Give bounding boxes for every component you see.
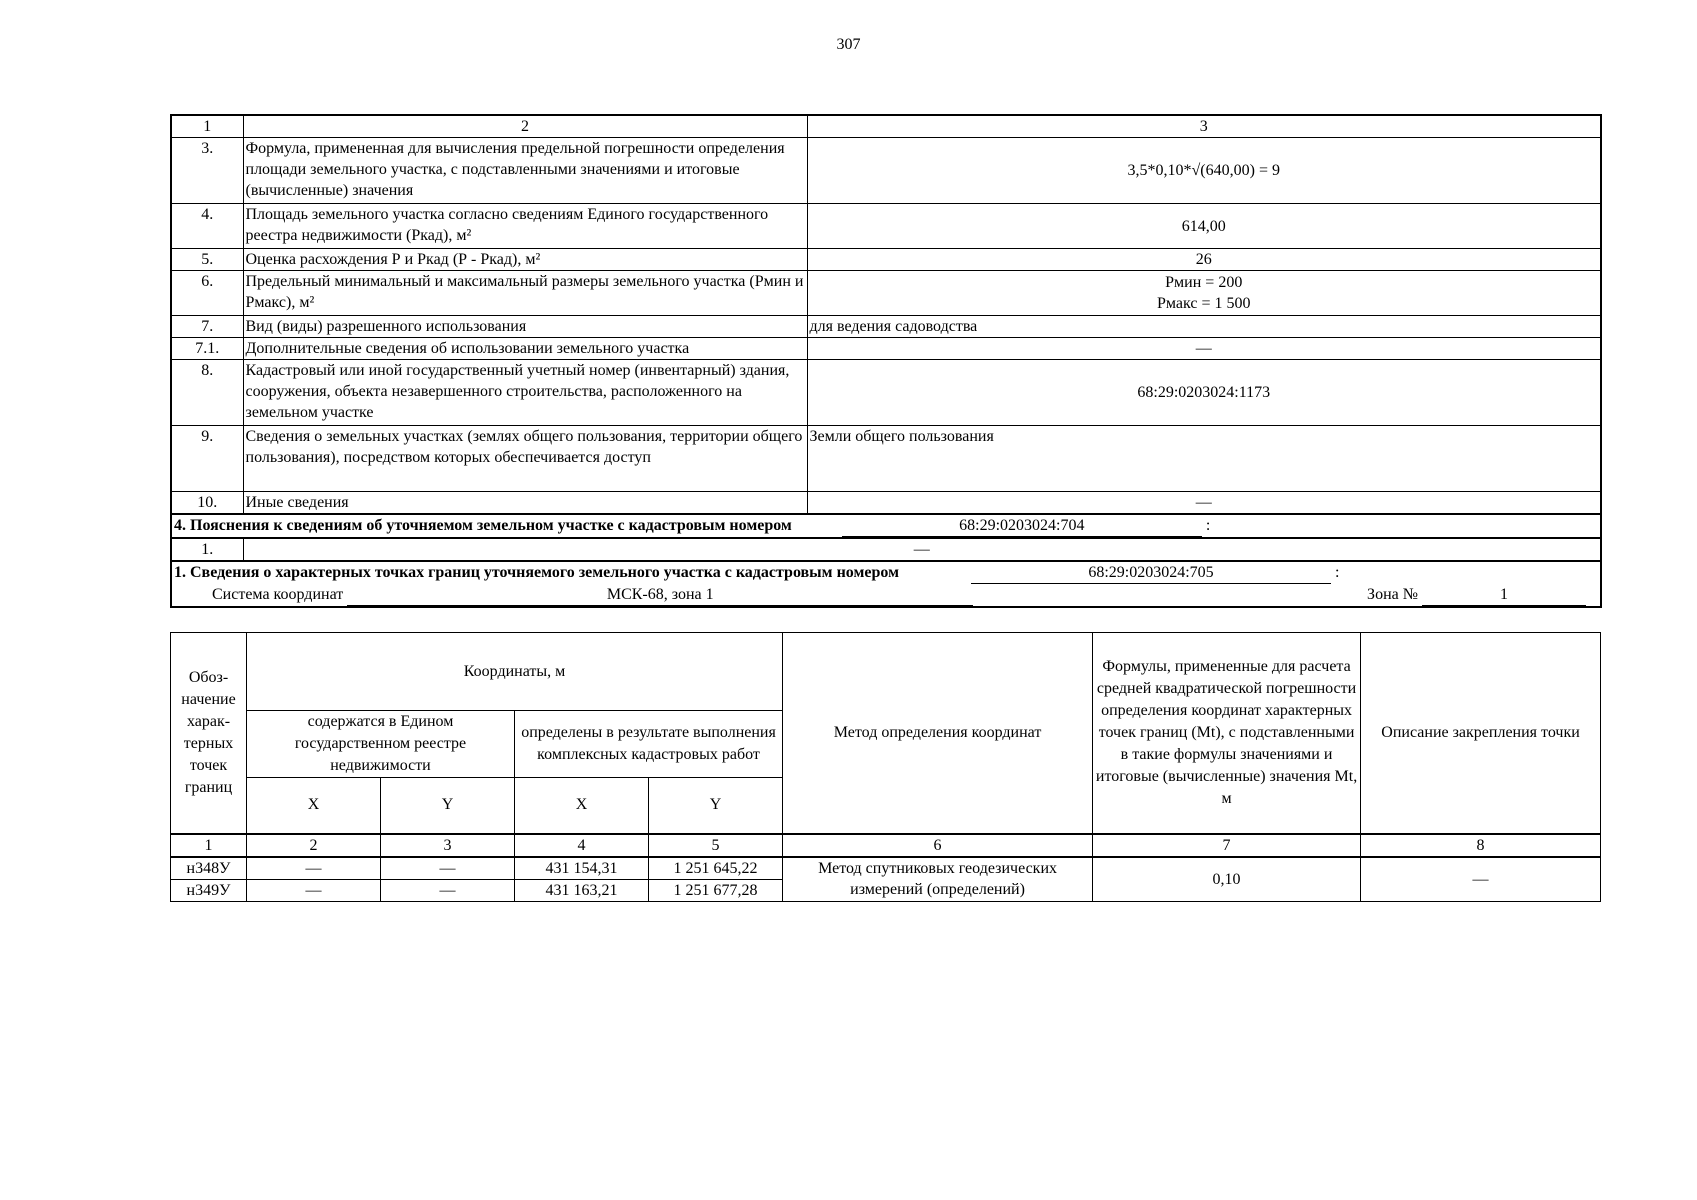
header-cell: 2	[243, 115, 807, 138]
row-number: 5.	[171, 249, 243, 271]
row-value: Земли общего пользования	[807, 426, 1601, 492]
row-number: 4.	[171, 204, 243, 249]
column-number: 7	[1093, 834, 1361, 857]
coordinates-header: Координаты, м	[247, 633, 783, 711]
row-number: 6.	[171, 271, 243, 316]
description-header: Описание закрепления точки	[1361, 633, 1601, 834]
table-row	[171, 271, 1601, 316]
coord-system-value: МСК-68, зона 1	[347, 584, 973, 606]
coord-system-label: Система координат	[212, 586, 344, 603]
table-row	[171, 857, 1601, 880]
point-id: н349У	[171, 879, 247, 901]
min-area: Рмин = 200	[1165, 274, 1243, 291]
column-numbers-row	[171, 834, 1601, 857]
table-row	[171, 360, 1601, 426]
area-info-table	[170, 114, 1602, 608]
table-row	[171, 338, 1601, 360]
page-number: 307	[836, 36, 861, 53]
row-value: 68:29:0203024:1173	[807, 360, 1601, 426]
section4-cadastral: 68:29:0203024:704	[842, 515, 1202, 537]
kkr-header: определены в результате выполнения комплексных кадастровых работ	[515, 711, 783, 778]
column-number: 6	[783, 834, 1093, 857]
y-header: Y	[649, 778, 783, 834]
row-number: 3.	[171, 138, 243, 204]
row-value: 3,5*0,10*√(640,00) = 9	[807, 138, 1601, 204]
header-cell: 1	[171, 115, 243, 138]
x-egrn: —	[247, 879, 381, 901]
table-header-row	[171, 115, 1601, 138]
mt-cell: 0,10	[1093, 857, 1361, 902]
column-number: 1	[171, 834, 247, 857]
column-number: 8	[1361, 834, 1601, 857]
table-row	[171, 204, 1601, 249]
coord-system-cell	[171, 584, 1601, 607]
section1-title-cell	[171, 561, 1601, 584]
method-cell: Метод спутниковых геодезических измерений (определений)	[783, 857, 1093, 902]
section4-header	[171, 514, 1601, 538]
row-label: Оценка расхождения Р и Ркад (Р - Ркад), м²	[243, 249, 807, 271]
coord-system-row	[171, 584, 1601, 607]
row-number: 1.	[171, 538, 243, 561]
header-cell: 3	[807, 115, 1601, 138]
row-number: 9.	[171, 426, 243, 492]
row-number: 10.	[171, 492, 243, 515]
column-number: 2	[247, 834, 381, 857]
section1-cadastral: 68:29:0203024:705	[971, 562, 1331, 584]
row-label: Вид (виды) разрешенного использования	[243, 316, 807, 338]
zone-value: 1	[1422, 584, 1586, 606]
method-header: Метод определения координат	[783, 633, 1093, 834]
row-number: 7.	[171, 316, 243, 338]
row-value: 26	[807, 249, 1601, 271]
egrn-header: содержатся в Едином государственном реестре недвижимости	[247, 711, 515, 778]
table-row	[171, 316, 1601, 338]
header-row	[171, 633, 1601, 711]
section4-title: 4. Пояснения к сведениям об уточняемом земельном участке с кадастровым номером	[174, 517, 792, 534]
section1-colon: :	[1334, 564, 1340, 581]
boundary-points-table	[170, 632, 1601, 902]
point-id: н348У	[171, 857, 247, 880]
x-kkr: 431 163,21	[515, 879, 649, 901]
row-number: 8.	[171, 360, 243, 426]
section4-row	[171, 538, 1601, 561]
row-value: —	[807, 338, 1601, 360]
zone-label: Зона №	[1367, 586, 1418, 603]
row-label: Предельный минимальный и максимальный размеры земельного участка (Рмин и Рмакс), м²	[243, 271, 807, 316]
column-number: 5	[649, 834, 783, 857]
column-number: 4	[515, 834, 649, 857]
row-label: Площадь земельного участка согласно сведениям Единого государственного реестра недвижимости (Ркад), м²	[243, 204, 807, 249]
y-header: Y	[381, 778, 515, 834]
row-value: —	[807, 492, 1601, 515]
formulas-header: Формулы, примененные для расчета средней квадратической погрешности определения координат характерных точек границ (Mt), с подставленными в такие формулы значениями и итоговые (вычисленные) значения Mt, м	[1093, 633, 1361, 834]
zone-group	[1367, 584, 1586, 606]
x-header: X	[247, 778, 381, 834]
table-row	[171, 426, 1601, 492]
row-label: Кадастровый или иной государственный учетный номер (инвентарный) здания, сооружения, объекта незавершенного строительства, расположенного на земельном участке	[243, 360, 807, 426]
row-value: для ведения садоводства	[807, 316, 1601, 338]
row-label: Сведения о земельных участках (землях общего пользования, территории общего пользования), посредством которых обеспечивается доступ	[243, 426, 807, 492]
row-value	[807, 271, 1601, 316]
section4-title-cell	[171, 514, 1601, 538]
x-header: X	[515, 778, 649, 834]
section4-colon: :	[1205, 517, 1211, 534]
designation-header: Обоз-начение харак-терных точек границ	[171, 633, 247, 834]
y-egrn: —	[381, 879, 515, 901]
section1-title: 1. Сведения о характерных точках границ уточняемого земельного участка с кадастровым номером	[174, 564, 899, 581]
table-row	[171, 492, 1601, 515]
table-row	[171, 249, 1601, 271]
x-kkr: 431 154,31	[515, 857, 649, 880]
section1-header	[171, 561, 1601, 584]
max-area: Рмакс = 1 500	[1156, 295, 1251, 312]
y-egrn: —	[381, 857, 515, 880]
row-value: 614,00	[807, 204, 1601, 249]
row-value: —	[243, 538, 1601, 561]
y-kkr: 1 251 645,22	[649, 857, 783, 880]
x-egrn: —	[247, 857, 381, 880]
row-number: 7.1.	[171, 338, 243, 360]
column-number: 3	[381, 834, 515, 857]
row-label: Формула, примененная для вычисления предельной погрешности определения площади земельного участка, с подставленными значениями и итоговые (вычисленные) значения	[243, 138, 807, 204]
table-row	[171, 138, 1601, 204]
row-label: Иные сведения	[243, 492, 807, 515]
y-kkr: 1 251 677,28	[649, 879, 783, 901]
row-label: Дополнительные сведения об использовании земельного участка	[243, 338, 807, 360]
description-cell: —	[1361, 857, 1601, 902]
